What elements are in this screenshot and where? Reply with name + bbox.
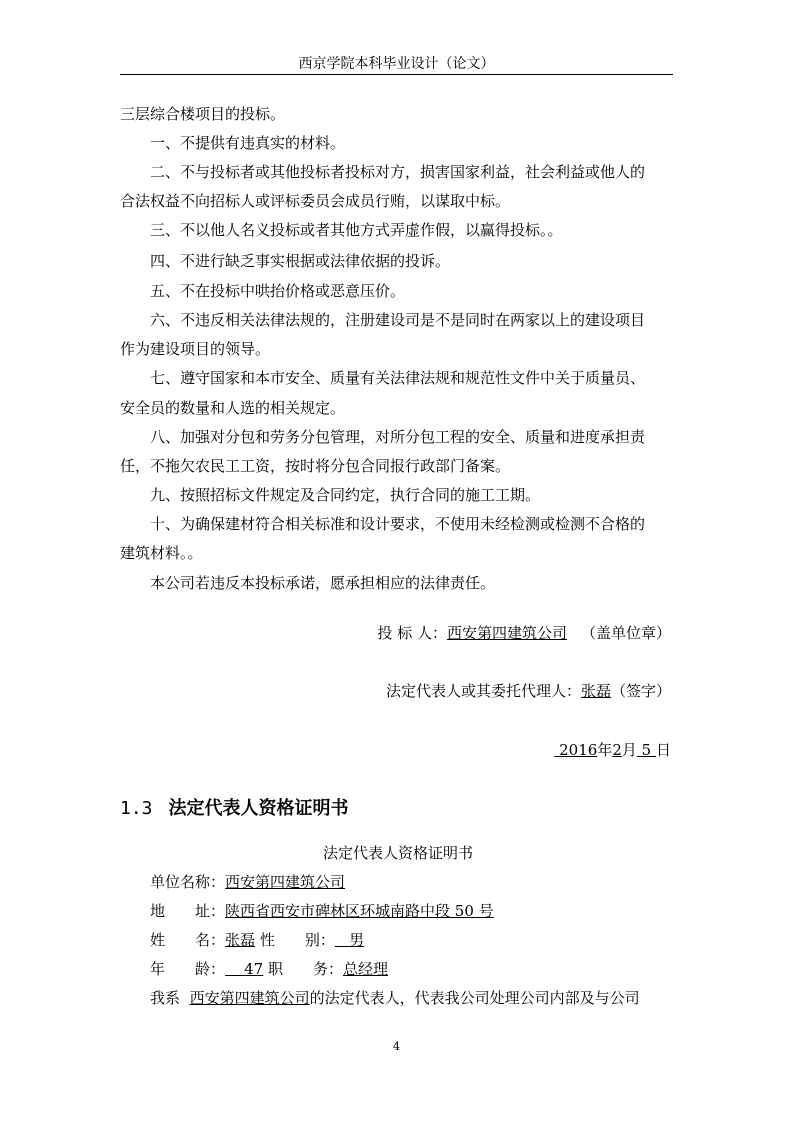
gender-value: 男 <box>349 931 365 949</box>
certificate-statement-row <box>120 988 676 1008</box>
certificate-age-row <box>120 959 676 979</box>
name-value: 张磊 <box>225 931 256 949</box>
date-year: 2016 <box>559 741 598 759</box>
representative-name: 张磊 <box>580 682 611 700</box>
body-line-3: 合法权益不向招标人或评标委员会成员行贿，以谋取中标。 <box>120 192 511 210</box>
body-line-14: 十、为确保建材符合相关标准和设计要求，不使用未经检测或检测不合格的 <box>150 515 646 533</box>
body-line-12: 任，不拖欠农民工工资，按时将分包合同报行政部门备案。 <box>120 457 511 475</box>
date-month-unit: 月 <box>621 741 637 759</box>
section-title: 法定代表人资格证明书 <box>168 798 349 819</box>
body-line-8: 作为建设项目的领导。 <box>120 340 271 358</box>
statement-prefix: 我系 <box>150 989 181 1007</box>
body-line-9: 七、遵守国家和本市安全、质量有关法律法规和规范性文件中关于质量员、 <box>150 369 646 387</box>
age-label: 年 龄： <box>150 960 226 978</box>
body-line-10: 安全员的数量和人选的相关规定。 <box>120 399 346 417</box>
body-line-1: 一、不提供有违真实的材料。 <box>150 134 346 152</box>
date-day-unit: 日 <box>655 741 671 759</box>
body-line-11: 八、加强对分包和劳务分包管理，对所分包工程的安全、质量和进度承担责 <box>150 428 646 446</box>
bidder-name: 西安第四建筑公司 <box>446 624 567 642</box>
address-label: 地 址： <box>150 902 226 920</box>
certificate-address-row <box>120 901 676 921</box>
body-line-13: 九、按照招标文件规定及合同约定，执行合同的施工工期。 <box>150 486 541 504</box>
unit-label: 单位名称： <box>150 873 226 891</box>
gender-label: 性 别： <box>259 931 335 949</box>
body-line-5: 四、不进行缺乏事实根据或法律依据的投诉。 <box>150 252 451 270</box>
statement-suffix: 的法定代表人，代表我公司处理公司内部及与公司 <box>309 989 640 1007</box>
date-day: 5 <box>641 741 652 759</box>
section-number: 1.3 <box>120 798 153 819</box>
date-month: 2 <box>612 741 622 759</box>
representative-signature-line <box>386 681 671 701</box>
body-line-16: 本公司若违反本投标承诺，愿承担相应的法律责任。 <box>150 574 496 592</box>
representative-label: 法定代表人或其委托代理人： <box>385 682 581 700</box>
bidder-signature-line <box>377 623 671 643</box>
age-value: 47 <box>244 960 264 978</box>
body-line-0: 三层综合楼项目的投标。 <box>120 105 286 123</box>
body-line-6: 五、不在投标中哄抬价格或恶意压价。 <box>150 282 406 300</box>
bidder-seal-note: （盖单位章） <box>580 624 671 642</box>
address-value: 陕西省西安市碑林区环城南路中段 50 号 <box>225 902 494 920</box>
signature-date <box>554 740 671 760</box>
header-rule <box>120 74 673 75</box>
certificate-name-row <box>120 930 676 950</box>
position-label: 职 务： <box>267 960 343 978</box>
body-line-7: 六、不违反相关法律法规的，注册建设司是不是同时在两家以上的建设项目 <box>150 311 646 329</box>
page-number: 4 <box>393 1040 400 1053</box>
bidder-label: 投 标 人： <box>377 624 447 642</box>
name-label: 姓 名： <box>150 931 226 949</box>
date-year-unit: 年 <box>597 741 613 759</box>
page-header-title: 西京学院本科毕业设计（论文） <box>298 56 495 72</box>
section-heading <box>120 797 349 821</box>
unit-value: 西安第四建筑公司 <box>225 873 346 891</box>
representative-sign-note: （签字） <box>610 682 671 700</box>
certificate-unit-row <box>120 872 676 892</box>
body-line-4: 三、不以他人名义投标或者其他方式弄虚作假，以赢得投标。。 <box>150 221 563 239</box>
body-line-15: 建筑材料。。 <box>120 544 203 562</box>
statement-company: 西安第四建筑公司 <box>189 989 310 1007</box>
body-line-2: 二、不与投标者或其他投标者投标对方，损害国家利益，社会利益或他人的 <box>150 163 646 181</box>
certificate-title: 法定代表人资格证明书 <box>322 844 473 862</box>
position-value: 总经理 <box>342 960 388 978</box>
